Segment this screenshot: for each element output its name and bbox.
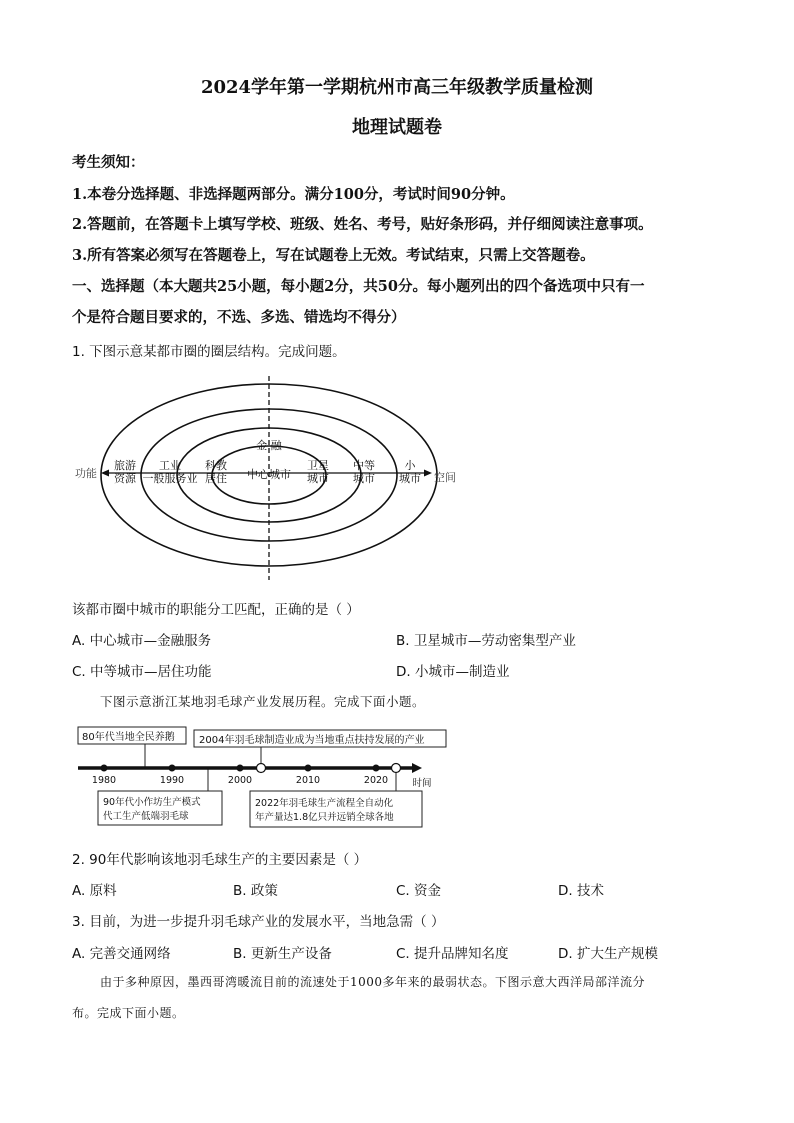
q2-stem: 2. 90年代影响该地羽毛球生产的主要因素是（ ） xyxy=(72,852,368,868)
tick-1990 xyxy=(169,765,176,772)
box-1980s-text: 80年代当地全民养鹅 xyxy=(82,732,175,743)
label-finance: 金 融 xyxy=(256,439,282,452)
label-medium-city: 城市 xyxy=(353,472,375,485)
q3-option-a[interactable]: A. 完善交通网络 xyxy=(72,946,171,962)
label-small-city: 城市 xyxy=(399,472,421,485)
label-tourism: 旅游 xyxy=(114,459,136,472)
q2-option-a[interactable]: A. 原料 xyxy=(72,883,117,899)
tick-2020 xyxy=(373,765,380,772)
notice-item-3: 3.所有答案必须写在答题卷上，写在试题卷上无效。考试结束，只需上交答题卷。 xyxy=(72,247,595,264)
section-heading-line2: 个是符合题目要求的，不选、多选、错选均不得分） xyxy=(72,309,406,326)
function-arrow-icon xyxy=(101,470,109,477)
q3-option-d[interactable]: D. 扩大生产规模 xyxy=(558,946,658,962)
exam-title: 2024学年第一学期杭州市高三年级教学质量检测 xyxy=(200,77,594,98)
notice-item-1: 1.本卷分选择题、非选择题两部分。满分100分，考试时间90分钟。 xyxy=(72,186,515,203)
q1-question: 该都市圈中城市的职能分工匹配，正确的是（ ） xyxy=(72,602,360,618)
q3-option-b[interactable]: B. 更新生产设备 xyxy=(233,946,332,962)
label-general-service: 一般服务业 xyxy=(142,472,198,485)
label-residence: 居住 xyxy=(205,472,227,485)
q2-option-d[interactable]: D. 技术 xyxy=(558,883,604,899)
tick-2000 xyxy=(237,765,244,772)
tick-2010 xyxy=(305,765,312,772)
label-satellite: 卫星 xyxy=(307,459,329,472)
badminton-intro: 下图示意浙江某地羽毛球产业发展历程。完成下面小题。 xyxy=(100,694,426,709)
tick-label-2000: 2000 xyxy=(227,775,253,786)
notice-heading: 考生须知： xyxy=(72,154,145,171)
box-90s-line2: 代工生产低端羽毛球 xyxy=(103,811,189,822)
marker-2004-icon xyxy=(257,764,266,773)
label-industry: 工业 xyxy=(159,459,181,472)
box-2022-line2: 年产量达1.8亿只并远销全球各地 xyxy=(255,812,394,823)
label-small: 小 xyxy=(404,459,416,472)
box-2004-text: 2004年羽毛球制造业成为当地重点扶持发展的产业 xyxy=(199,735,425,746)
label-science-edu: 科教 xyxy=(205,459,227,472)
city-circle-diagram xyxy=(70,372,470,584)
axis-label-space: 空间 xyxy=(434,471,456,484)
space-arrow-icon xyxy=(424,470,432,477)
axis-label-function: 功能 xyxy=(75,467,97,480)
label-satellite-city: 城市 xyxy=(307,472,329,485)
q1-option-a[interactable]: A. 中心城市—金融服务 xyxy=(72,633,212,649)
q1-option-c[interactable]: C. 中等城市—居住功能 xyxy=(72,664,212,680)
q1-stem: 1. 下图示意某都市圈的圈层结构。完成问题。 xyxy=(72,344,346,360)
q1-option-d[interactable]: D. 小城市—制造业 xyxy=(396,664,510,680)
box-2022-line1: 2022年羽毛球生产流程全自动化 xyxy=(255,798,394,809)
badminton-timeline xyxy=(70,718,460,830)
tick-label-2020: 2020 xyxy=(363,775,389,786)
label-central-city: 中心城市 xyxy=(247,468,291,481)
marker-2022-icon xyxy=(392,764,401,773)
tick-label-1990: 1990 xyxy=(159,775,185,786)
tick-1980 xyxy=(101,765,108,772)
q3-option-c[interactable]: C. 提升品牌知名度 xyxy=(396,946,509,962)
q2-option-b[interactable]: B. 政策 xyxy=(233,883,278,899)
tick-label-1980: 1980 xyxy=(91,775,117,786)
q2-option-c[interactable]: C. 资金 xyxy=(396,883,442,899)
timeline-arrow-icon xyxy=(412,763,422,773)
q1-option-b[interactable]: B. 卫星城市—劳动密集型产业 xyxy=(396,633,576,649)
label-resources: 资源 xyxy=(114,472,136,485)
notice-item-2: 2.答题前，在答题卡上填写学校、班级、姓名、考号，贴好条形码，并仔细阅读注意事项。 xyxy=(72,216,653,233)
box-90s-line1: 90年代小作坊生产模式 xyxy=(103,797,201,808)
q3-stem: 3. 目前，为进一步提升羽毛球产业的发展水平，当地急需（ ） xyxy=(72,914,445,930)
label-medium: 中等 xyxy=(353,459,375,472)
gulf-intro-line2: 布。完成下面小题。 xyxy=(72,1006,185,1020)
section-heading-line1: 一、选择题（本大题共25小题，每小题2分，共50分。每小题列出的四个备选项中只有一 xyxy=(72,278,645,295)
gulf-intro-line1: 由于多种原因，墨西哥湾暖流目前的流速处于1000多年来的最弱状态。下图示意大西洋局部洋流分 xyxy=(100,975,646,989)
tick-label-2010: 2010 xyxy=(295,775,321,786)
timeline-axis-label: 时间 xyxy=(412,778,432,789)
exam-subtitle: 地理试题卷 xyxy=(352,117,442,138)
